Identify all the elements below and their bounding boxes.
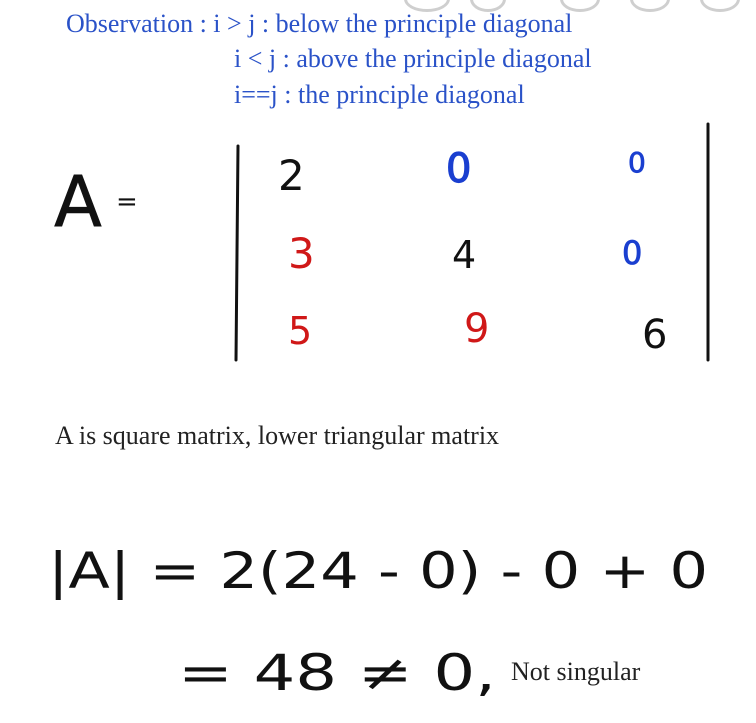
matrix-cell-3-3: 6 [642,312,668,358]
matrix-left-bar [236,146,238,360]
determinant-expansion: |A| = 2(24 - 0) - 0 + 0 [48,542,708,600]
matrix-cell-1-3: 0 [628,146,646,179]
determinant-result: = 48 ≠ 0, [178,644,496,702]
matrix-cell-1-2: 0 [446,146,472,192]
matrix-cell-3-2: 9 [464,306,490,352]
observation-line-2: i < j : above the principle diagonal [234,44,592,73]
matrix-cell-1-1: 2 [278,151,305,200]
singularity-note: Not singular [511,657,641,686]
observation-line-1: Observation : i > j : below the principle diagonal [66,9,573,38]
matrix-cell-2-1: 3 [288,229,315,278]
matrix-equals: = [116,187,138,217]
matrix-cell-2-3: 0 [622,234,643,272]
matrix-statement: A is square matrix, lower triangular matrix [55,421,500,450]
matrix-cell-3-1: 5 [288,309,313,353]
observation-line-3: i==j : the principle diagonal [234,80,525,109]
matrix-cell-2-2: 4 [452,233,477,277]
matrix-name: A [54,161,102,243]
